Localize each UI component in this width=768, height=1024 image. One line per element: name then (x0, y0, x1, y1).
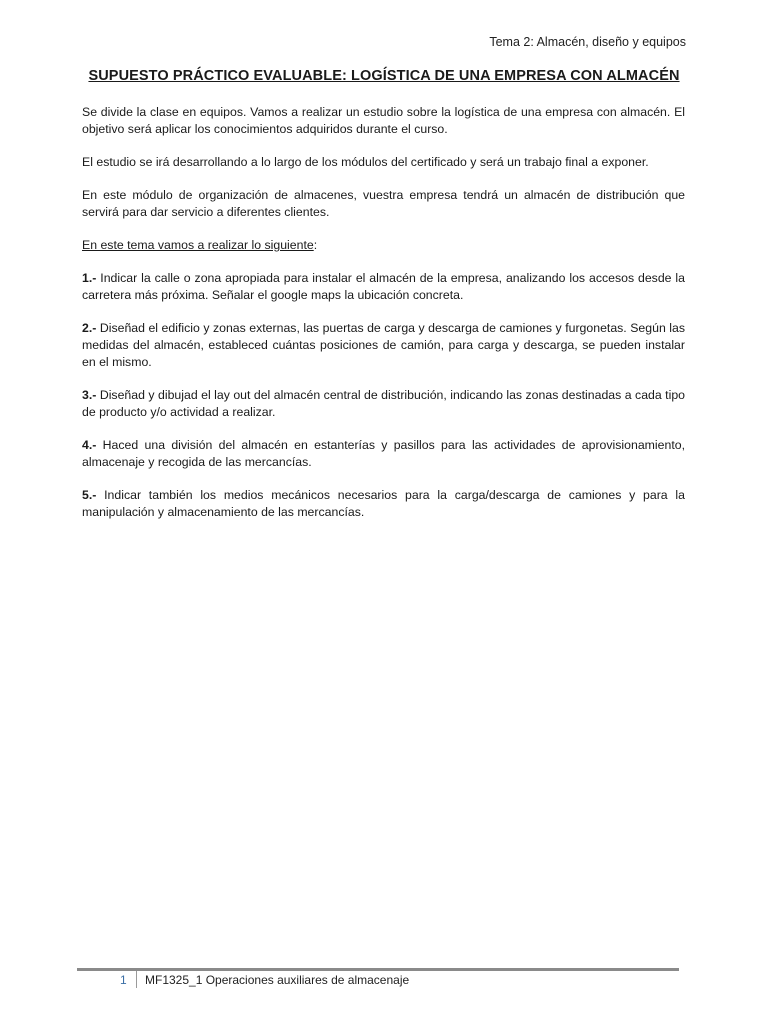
paragraph-intro: Se divide la clase en equipos. Vamos a realizar un estudio sobre la logística de una empresa con almacén. El objetivo será aplicar los conocimientos adquiridos durante el curso. (82, 105, 685, 136)
task-item-1 (82, 270, 685, 304)
paragraph-study: El estudio se irá desarrollando a lo largo de los módulos del certificado y será un trabajo final a exponer. (82, 155, 649, 169)
paragraph-module: En este módulo de organización de almacenes, vuestra empresa tendrá un almacén de distribución que servirá para dar servicio a diferentes clientes. (82, 188, 685, 219)
task-number: 3.- (82, 388, 97, 402)
document-title: SUPUESTO PRÁCTICO EVALUABLE: LOGÍSTICA DE UNA EMPRESA CON ALMACÉN (88, 68, 680, 84)
page-number: 1 (120, 973, 127, 987)
footer-divider (77, 968, 679, 971)
task-text: Diseñad el edificio y zonas externas, las puertas de carga y descarga de camiones y furgonetas. Según las medidas del almacén, estableced cuántas posiciones de camión, para carga y descarga, se pueden instalar en el mismo. (82, 321, 685, 369)
running-header: Tema 2: Almacén, diseño y equipos (489, 35, 686, 49)
task-text: Indicar la calle o zona apropiada para instalar el almacén de la empresa, analizando los accesos desde la carretera más próxima. Señalar el google maps la ubicación concreta. (82, 271, 685, 302)
task-number: 5.- (82, 488, 97, 502)
tasks-heading-colon: : (313, 238, 318, 252)
footer-separator (136, 971, 137, 988)
tasks-heading (82, 237, 685, 254)
task-text: Haced una división del almacén en estanterías y pasillos para las actividades de aprovisionamiento, almacenaje y recogida de las mercancías. (82, 438, 685, 469)
task-item-4 (82, 437, 685, 471)
task-number: 1.- (82, 271, 97, 285)
document-body (82, 104, 685, 537)
task-number: 2.- (82, 321, 97, 335)
task-text: Diseñad y dibujad el lay out del almacén central de distribución, indicando las zonas destinadas a cada tipo de producto y/o actividad a realizar. (82, 388, 685, 419)
task-item-5 (82, 487, 685, 521)
footer-module: MF1325_1 Operaciones auxiliares de almacenaje (145, 973, 410, 987)
task-text: Indicar también los medios mecánicos necesarios para la carga/descarga de camiones y para la manipulación y almacenamiento de las mercancías. (82, 488, 685, 519)
task-number: 4.- (82, 438, 97, 452)
task-item-3 (82, 387, 685, 421)
tasks-heading-text: En este tema vamos a realizar lo siguiente (82, 238, 314, 252)
task-item-2 (82, 320, 685, 371)
